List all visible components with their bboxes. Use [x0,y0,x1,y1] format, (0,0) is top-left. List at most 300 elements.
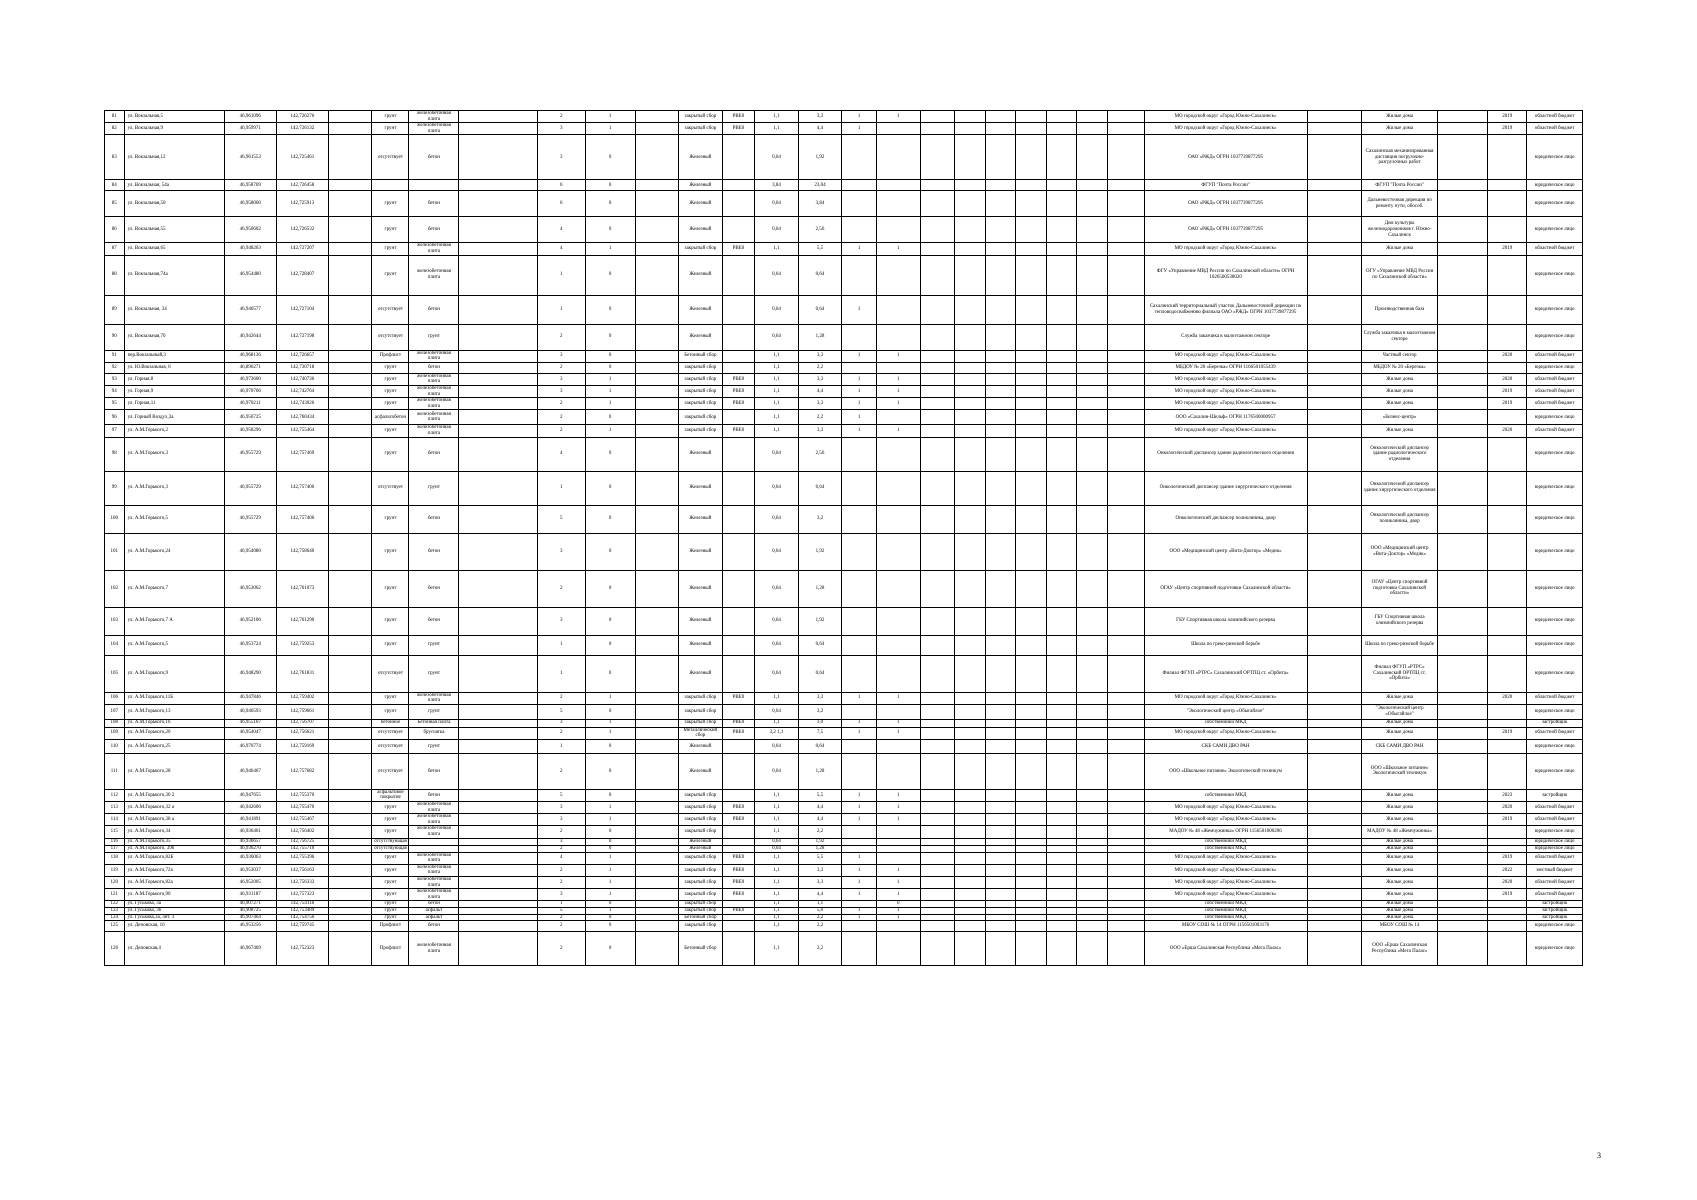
table-cell: Железный [679,135,723,180]
table-cell [1488,739,1527,753]
table-cell [1107,570,1144,607]
table-cell: 89 [105,295,125,324]
table-cell [1438,838,1488,845]
table-cell: 0,64 [755,838,799,845]
table-cell: грунт [372,907,409,914]
table-cell [1107,324,1144,350]
table-cell: собственники МКД [1144,719,1307,727]
table-cell: Железный [679,217,723,243]
table-cell [1046,826,1076,838]
table-cell [459,570,537,607]
table-cell: грунт [409,739,459,753]
table-cell [842,255,877,295]
table-cell: 1,1 [755,914,799,921]
table-cell: Онкологический диспансер поликлиника, двор [1144,505,1307,533]
table-cell [1046,753,1076,789]
table-cell: 87 [105,243,125,255]
table-cell: ул. Вокзальная,9 [124,123,224,135]
table-row [105,814,1583,826]
table-cell: бетон [409,437,459,471]
table-cell [1046,533,1076,570]
table-cell [1016,180,1046,191]
table-cell: бетон [409,607,459,635]
table-cell: юридическое лицо [1527,410,1583,425]
table-cell: 110 [105,739,125,753]
table-cell: 1 [877,373,921,385]
table-cell [877,607,921,635]
table-cell: ул. Гуськова, 3а [124,901,224,908]
table-cell: ООО «Школьное питание» Экологический техникум [1144,753,1307,789]
table-cell: 1,1 [755,932,799,966]
table-cell: 0,64 [755,324,799,350]
table-cell: пер.Вокзальный,3 [124,350,224,362]
table-cell: РВЕ0 [722,243,755,255]
table-cell [985,814,1015,826]
table-cell: Профлист [372,921,409,932]
table-cell [1016,425,1046,437]
table-cell [635,704,679,719]
table-cell [635,385,679,397]
table-cell [328,505,372,533]
table-cell [459,191,537,217]
table-cell: 1,92 [798,607,842,635]
table-cell: МО городской округ «Город Южно-Сахалинск» [1144,692,1307,704]
table-cell [1438,704,1488,719]
table-cell [328,533,372,570]
table-cell [955,243,985,255]
table-cell [459,727,537,739]
table-cell: собственники МКД [1144,838,1307,845]
table-cell [1438,385,1488,397]
table-cell [985,111,1015,123]
table-cell: закрытый сбор [679,907,723,914]
table-cell: РВЕ0 [722,852,755,864]
table-cell [985,410,1015,425]
table-cell: МБДОУ № 20 «Березка» ОГРН 1166501055439 [1144,362,1307,373]
table-cell: 109 [105,727,125,739]
table-cell [1488,324,1527,350]
table-cell: 46,946467 [224,753,276,789]
table-cell [920,655,955,692]
table-cell [955,907,985,914]
table-cell [1046,889,1076,901]
table-cell: МО городской округ «Город Южно-Сахалинск» [1144,889,1307,901]
table-cell: грунт [409,471,459,505]
table-cell: грунт [372,889,409,901]
table-cell: отсутствующая [372,845,409,852]
table-row [105,373,1583,385]
table-cell: грунт [372,385,409,397]
table-cell [955,838,985,845]
table-cell: РВЕ0 [722,425,755,437]
table-cell [328,692,372,704]
table-cell [985,362,1015,373]
table-cell [1046,845,1076,852]
table-cell [1307,704,1361,719]
table-cell [1016,727,1046,739]
table-cell [328,123,372,135]
table-cell [1107,877,1144,889]
table-cell: 1,1 [755,719,799,727]
table-cell: 2 [537,864,585,876]
table-cell [459,877,537,889]
table-cell: железобетонная плита [409,111,459,123]
table-cell [1107,719,1144,727]
table-row [105,123,1583,135]
table-cell [955,704,985,719]
table-cell: 1 [877,907,921,914]
table-cell: 142,740736 [276,373,328,385]
table-cell [1046,635,1076,655]
table-cell [842,655,877,692]
table-cell: 46,942606 [224,802,276,814]
table-cell: 5 [537,704,585,719]
table-cell [985,570,1015,607]
table-cell [635,111,679,123]
table-cell [1046,727,1076,739]
table-row [105,877,1583,889]
table-cell: 1 [842,373,877,385]
table-cell [635,324,679,350]
table-cell: 0,64 [755,753,799,789]
table-cell [459,398,537,410]
table-cell: 142,759253 [276,635,328,655]
table-cell: 1,1 [755,789,799,801]
table-cell: 46,953037 [224,864,276,876]
table-cell [920,362,955,373]
table-cell: 1 [537,635,585,655]
table-cell [955,692,985,704]
table-cell: 81 [105,111,125,123]
table-cell: РВЕ0 [722,385,755,397]
table-cell [1077,921,1107,932]
table-row [105,324,1583,350]
table-cell: 106 [105,692,125,704]
table-cell [877,324,921,350]
table-cell [1488,255,1527,295]
table-cell [1307,901,1361,908]
table-cell [722,789,755,801]
table-cell [459,814,537,826]
table-cell [920,719,955,727]
table-cell: 118 [105,852,125,864]
table-cell: 1,92 [798,533,842,570]
table-cell [1016,217,1046,243]
table-cell [328,471,372,505]
table-cell: 1 [842,789,877,801]
table-cell [842,838,877,845]
table-cell [920,921,955,932]
table-cell: Служба заказчика в малоэтажном секторе [1144,324,1307,350]
table-cell: 142,726132 [276,123,328,135]
table-cell [985,789,1015,801]
table-cell [1438,802,1488,814]
table-cell [842,533,877,570]
table-cell: 142,761290 [276,607,328,635]
table-cell: 0,64 [798,655,842,692]
table-cell [1488,295,1527,324]
table-cell [1077,350,1107,362]
table-row [105,191,1583,217]
table-cell: 5 [537,907,585,914]
table-cell: 142,753489 [276,907,328,914]
table-cell [1077,180,1107,191]
table-cell [877,739,921,753]
table-cell [459,739,537,753]
table-cell [1077,704,1107,719]
table-cell: 46,973600 [224,373,276,385]
table-cell: грунт [372,217,409,243]
table-cell [328,425,372,437]
table-cell: ул. А.М.Горького,34 [124,826,224,838]
table-cell [635,692,679,704]
table-cell [459,373,537,385]
table-cell: МБОУ СОШ № 14 [1362,921,1438,932]
table-row [105,607,1583,635]
table-cell: закрытый сбор [679,362,723,373]
table-cell: ул. А.М.Горького, 39б [124,845,224,852]
table-cell [1438,437,1488,471]
table-cell: 1 [842,385,877,397]
table-cell [635,123,679,135]
table-cell [1046,111,1076,123]
table-cell: грунт [409,704,459,719]
table-cell [1016,753,1046,789]
table-row [105,505,1583,533]
table-cell: 0 [585,901,635,908]
table-cell: ул. А.М.Горького,82а [124,877,224,889]
table-cell: грунт [372,635,409,655]
table-cell [459,410,537,425]
table-cell [459,385,537,397]
table-cell [1438,398,1488,410]
table-cell [1077,826,1107,838]
table-cell [1438,255,1488,295]
table-cell [722,921,755,932]
table-row [105,889,1583,901]
table-cell [1077,814,1107,826]
table-cell: 142,726532 [276,217,328,243]
table-cell [372,180,409,191]
table-cell [1046,180,1076,191]
table-cell: 142,742764 [276,385,328,397]
table-cell [1077,191,1107,217]
table-cell: 7,5 [798,727,842,739]
table-cell [409,180,459,191]
table-cell [1046,719,1076,727]
table-cell [955,373,985,385]
table-cell [842,739,877,753]
table-cell [1016,533,1046,570]
table-cell [1077,719,1107,727]
table-cell [722,739,755,753]
table-cell [842,437,877,471]
table-cell [1077,437,1107,471]
table-cell [1077,864,1107,876]
table-cell: 2022 [1488,864,1527,876]
table-cell: 1,1 [755,410,799,425]
table-cell: Железный [679,607,723,635]
table-cell: 2 [537,845,585,852]
table-row [105,802,1583,814]
table-cell [1107,802,1144,814]
table-cell [328,255,372,295]
table-cell: МО городской округ «Город Южно-Сахалинск» [1144,727,1307,739]
table-cell: 112 [105,789,125,801]
table-cell [985,135,1015,180]
table-cell [328,826,372,838]
table-cell: 83 [105,135,125,180]
table-cell [955,739,985,753]
table-cell: областной бюджет [1527,243,1583,255]
table-cell: Железный [679,191,723,217]
table-cell: 3 [537,814,585,826]
table-cell [1077,111,1107,123]
table-cell: 46,948263 [224,243,276,255]
table-cell [1488,655,1527,692]
table-cell: 88 [105,255,125,295]
table-cell [1307,471,1361,505]
table-cell [459,295,537,324]
table-cell: собственники МКД [1144,789,1307,801]
table-cell: 1,1 [755,877,799,889]
table-cell [1307,505,1361,533]
table-cell [877,135,921,180]
table-cell [1046,607,1076,635]
table-cell: 1 [877,385,921,397]
table-cell [842,135,877,180]
table-cell: ОГАУ «Центр спортивной подготовки Сахалинской области» [1144,570,1307,607]
table-cell [1307,180,1361,191]
table-cell: МО городской округ «Город Южно-Сахалинск» [1144,373,1307,385]
table-cell: Железный [679,533,723,570]
table-cell [985,719,1015,727]
table-cell [459,802,537,814]
table-cell: 2 [537,425,585,437]
table-cell [635,135,679,180]
table-cell [1046,362,1076,373]
table-cell [985,877,1015,889]
table-cell [1307,921,1361,932]
table-cell [985,921,1015,932]
table-cell: 1 [842,111,877,123]
table-cell: 5,5 [798,852,842,864]
table-cell: Служба заказчика в малоэтажном секторе [1362,324,1438,350]
table-cell [635,255,679,295]
table-cell [1107,826,1144,838]
page-number: 3 [1597,1151,1601,1160]
table-cell [1107,191,1144,217]
table-cell [877,852,921,864]
table-cell: 97 [105,425,125,437]
table-cell: 0,64 [755,739,799,753]
table-cell: асфальт [409,914,459,921]
table-cell [877,635,921,655]
table-cell: Металлический сбор [679,727,723,739]
table-cell [985,852,1015,864]
table-cell: 0 [585,838,635,845]
table-cell [1016,739,1046,753]
table-cell [1046,217,1076,243]
table-cell: 91 [105,350,125,362]
table-cell [985,838,1015,845]
table-cell: железобетонная плита [409,398,459,410]
table-cell: областной бюджет [1527,802,1583,814]
table-cell: юридическое лицо [1527,135,1583,180]
table-cell: ОГУ «Управление МВД России по Сахалинской области» [1362,255,1438,295]
table-cell [722,255,755,295]
table-cell [1077,243,1107,255]
table-cell: грунт [372,505,409,533]
table-cell: 142,754756 [276,914,328,921]
table-cell: 46,953256 [224,921,276,932]
table-cell: 3,3 [798,111,842,123]
table-cell: грунт [409,635,459,655]
table-cell [328,398,372,410]
table-cell [328,814,372,826]
table-cell: ул. А.М.Горького,9 [124,655,224,692]
table-cell: Онкологический диспансер здание радиологического отделения [1362,437,1438,471]
table-cell: грунт [372,864,409,876]
table-cell: 1 [585,719,635,727]
table-cell [955,901,985,908]
table-cell [328,324,372,350]
table-cell [459,921,537,932]
table-cell: 0 [585,845,635,852]
table-cell [1016,123,1046,135]
table-cell: 1 [537,471,585,505]
table-cell: областной бюджет [1527,350,1583,362]
table-cell [328,704,372,719]
table-cell [1107,362,1144,373]
table-cell [722,217,755,243]
table-cell: 46,970766 [224,385,276,397]
table-cell [920,864,955,876]
table-cell: 142,755710 [276,845,328,852]
table-cell: 142,730718 [276,362,328,373]
table-cell [1016,655,1046,692]
table-cell: 0 [585,704,635,719]
table-cell [985,692,1015,704]
table-cell [920,324,955,350]
table-cell [920,907,955,914]
table-cell: ул. Ю.Вокзальная, 6 [124,362,224,373]
table-cell [1488,719,1527,727]
table-cell: 85 [105,191,125,217]
table-cell: 3,3 [798,398,842,410]
table-cell [459,838,537,845]
table-cell: 1,92 [798,838,842,845]
table-cell: закрытый сбор [679,789,723,801]
table-cell [920,739,955,753]
table-cell: 115 [105,826,125,838]
table-cell [722,635,755,655]
table-cell: МО городской округ «Город Южно-Сахалинск» [1144,877,1307,889]
table-cell [955,789,985,801]
table-cell: железобетонная плита [409,255,459,295]
table-cell [920,607,955,635]
table-cell: Жилые дома [1362,864,1438,876]
table-cell [328,802,372,814]
table-cell [1077,727,1107,739]
table-cell: 0 [585,362,635,373]
table-cell [1488,932,1527,966]
table-cell: Частный сектор [1362,350,1438,362]
table-cell: грунт [372,123,409,135]
table-cell: закрытый сбор [679,111,723,123]
table-cell: ул. Вокзальная, 54а [124,180,224,191]
table-cell: ОАО «РЖД» ОГРН 1037739877295 [1144,135,1307,180]
